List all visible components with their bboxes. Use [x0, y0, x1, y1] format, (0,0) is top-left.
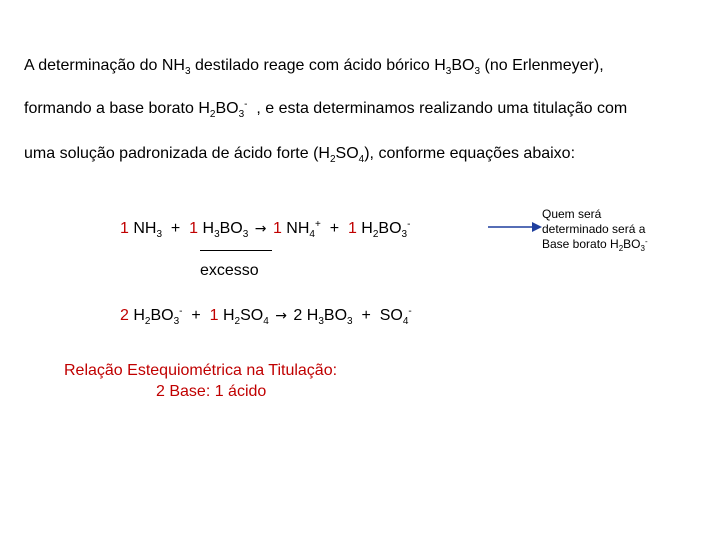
equation-2: 2 $H_2BO_3^- + 1$ $H_2SO_4 \to 2$ $H_3BO_3 + SO_4^-$ [120, 306, 412, 327]
paragraph-line-3: uma solução padronizada de ácido forte $(H_2SO_4)$, conforme equações abaixo: [24, 145, 576, 165]
side-note: Quem será determinado será a Base borato $H_2BO_3^-$ [542, 207, 648, 253]
reaction-arrow-icon: → [275, 308, 287, 324]
stoichiometric-relation: Relação Estequiométrica na Titulação: 2 Base: 1 ácido [64, 362, 338, 400]
excess-underline [200, 250, 272, 251]
reaction-arrow-icon: → [254, 221, 267, 237]
paragraph-line-1: A determinação do $NH_3$ destilado reage com ácido bórico $H_3BO_3$ (no Erlenmeyer), [24, 57, 604, 77]
paragraph-line-2: formando a base borato $H_2BO_3^-$ , e esta determinamos realizando uma titulação com [24, 99, 628, 120]
equation-1: 1 $NH_3 + 1$ $H_3BO_3 \to 1$ $NH_4^+ + 1$ $H_2BO_3^-$ [120, 219, 411, 240]
excess-label: excesso [200, 262, 259, 279]
pointer-arrow-icon [488, 220, 542, 234]
